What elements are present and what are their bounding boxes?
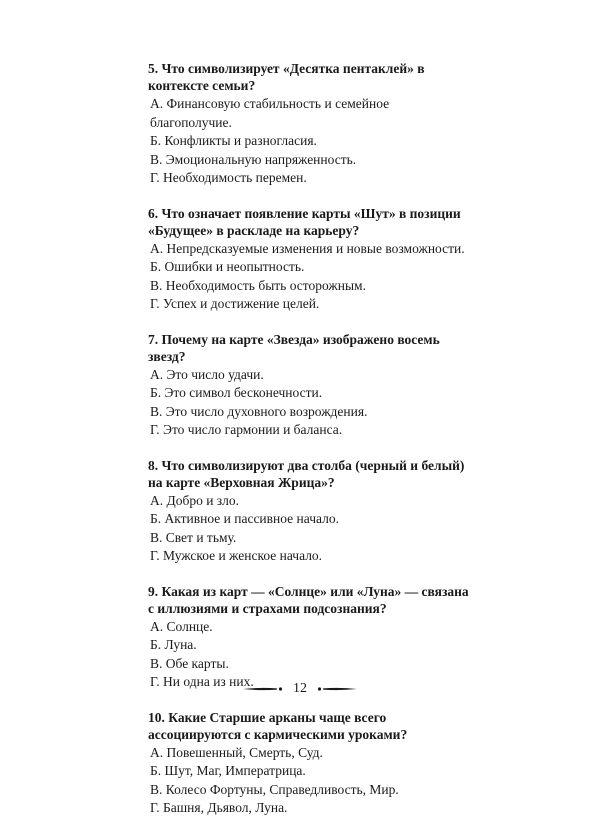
answer-option: Г. Ни одна из них. [150,674,254,689]
answer-option: Б. Конфликты и разногласия. [150,133,317,148]
question-block [148,709,470,818]
answer-option: Г. Необходимость перемен. [150,170,307,185]
answer-option: В. Эмоциональную напряженность. [150,151,357,167]
answer-option: А. Это число удачи. [150,366,264,382]
question-list [148,60,470,818]
answer-option: Б. Активное и пассивное начало. [150,511,339,526]
answer-option: Г. Это число гармонии и баланса. [150,422,343,437]
answer-list [148,240,470,314]
answer-option: А. Солнце. [150,618,213,634]
answer-list [148,366,470,440]
answer-option: Б. Ошибки и неопытность. [150,259,305,274]
ornament-right-icon [317,684,357,694]
ornament-left-icon [243,684,283,694]
answer-option: Б. Луна. [150,637,197,652]
answer-option: В. Колесо Фортуны, Справедливость, Мир. [150,781,399,797]
answer-option: Б. Шут, Маг, Императрица. [150,763,306,778]
question-block [148,457,470,566]
question-text: 9. Какая из карт — «Солнце» или «Луна» — связана с иллюзиями и страхами подсознания? [148,583,469,616]
question-text: 5. Что символизирует «Десятка пентаклей» в контексте семьи? [148,61,425,93]
question-block [148,331,470,440]
answer-option: А. Непредсказуемые изменения и новые возможности. [150,240,465,256]
answer-list [148,492,470,566]
question-text: 6. Что означает появление карты «Шут» в позиции «Будущее» в раскладе на карьеру? [148,205,461,238]
page-number: 12 [293,681,307,696]
answer-option: Г. Мужское и женское начало. [150,548,323,563]
answer-option: Б. Это символ бесконечности. [150,385,323,400]
answer-list [148,744,470,818]
answer-option: А. Финансовую стабильность и семейное благополучие. [150,96,390,130]
answer-option: В. Обе карты. [150,655,229,671]
page-footer [0,681,600,697]
question-text: 7. Почему на карте «Звезда» изображено восемь звезд? [148,331,440,364]
answer-option: А. Повешенный, Смерть, Суд. [150,744,323,760]
question-block [148,60,470,188]
answer-option: Г. Успех и достижение целей. [150,296,320,311]
question-block [148,583,470,692]
question-text: 10. Какие Старшие арканы чаще всего ассоциируются с кармическими уроками? [148,709,408,742]
question-block [148,205,470,314]
answer-option: Г. Башня, Дьявол, Луна. [150,800,288,815]
answer-list [148,95,470,188]
answer-option: В. Необходимость быть осторожным. [150,277,366,293]
question-text: 8. Что символизируют два столба (черный и белый) на карте «Верховная Жрица»? [148,457,465,490]
answer-option: А. Добро и зло. [150,492,239,508]
answer-option: В. Свет и тьму. [150,529,237,545]
answer-option: В. Это число духовного возрождения. [150,403,368,419]
